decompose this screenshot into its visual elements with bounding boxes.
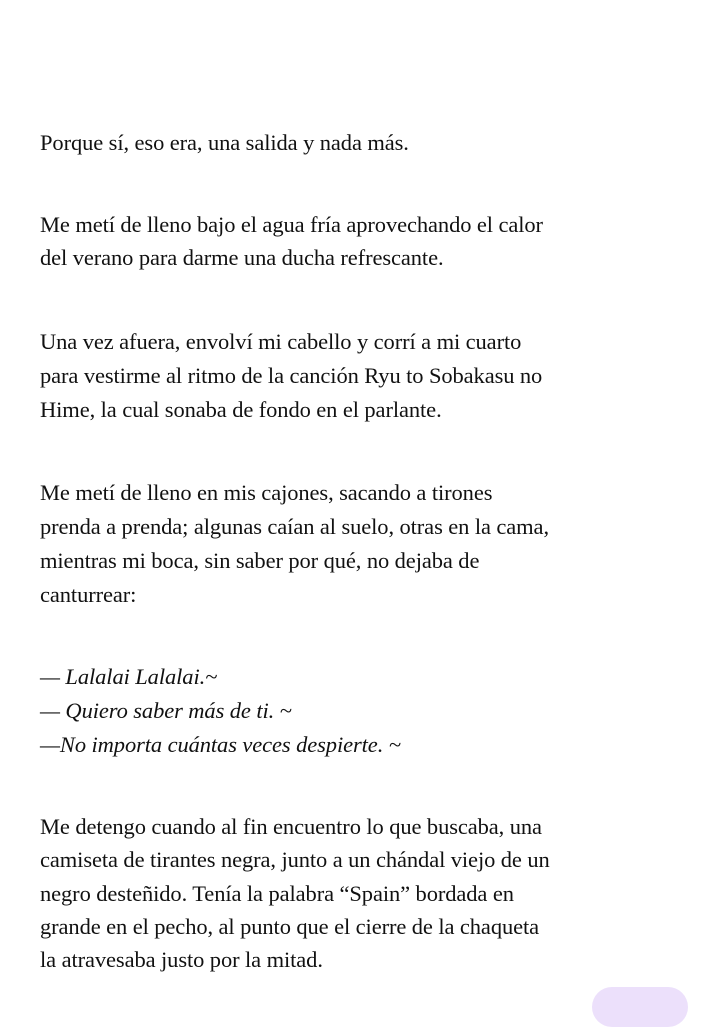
paragraph-3-line-3: Hime, la cual sonaba de fondo en el parlante.: [40, 397, 442, 422]
lyric-line-3: —No importa cuántas veces despierte. ~: [40, 732, 401, 757]
paragraph-6-line-1: Me detengo cuando al fin encuentro lo que buscaba, una: [40, 814, 542, 839]
paragraph-6-line-2: camiseta de tirantes negra, junto a un chándal viejo de un: [40, 847, 550, 872]
lyric-line-1: — Lalalai Lalalai.~: [40, 664, 218, 689]
paragraph-6-line-5: la atravesaba justo por la mitad.: [40, 947, 323, 972]
paragraph-2-line-1: Me metí de lleno bajo el agua fría aprovechando el calor: [40, 212, 543, 237]
paragraph-6-line-3: negro desteñido. Tenía la palabra “Spain” bordada en: [40, 881, 514, 906]
paragraph-4-line-1: Me metí de lleno en mis cajones, sacando a tirones: [40, 480, 493, 505]
paragraph-6-line-4: grande en el pecho, al punto que el cierre de la chaqueta: [40, 914, 540, 939]
paragraph-1-line-1: Porque sí, eso era, una salida y nada más.: [40, 130, 409, 155]
paragraph-4-line-2: prenda a prenda; algunas caían al suelo, otras en la cama,: [40, 514, 549, 539]
paragraph-3-line-1: Una vez afuera, envolví mi cabello y corrí a mi cuarto: [40, 329, 522, 354]
paragraph-3-line-2: para vestirme al ritmo de la canción Ryu to Sobakasu no: [40, 363, 543, 388]
lyric-line-2: — Quiero saber más de ti. ~: [40, 698, 292, 723]
floating-action-button[interactable]: [592, 987, 688, 1027]
paragraph-4-line-3: mientras mi boca, sin saber por qué, no dejaba de: [40, 548, 480, 573]
paragraph-2-line-2: del verano para darme una ducha refrescante.: [40, 245, 444, 270]
paragraph-4-line-4: canturrear:: [40, 582, 137, 607]
